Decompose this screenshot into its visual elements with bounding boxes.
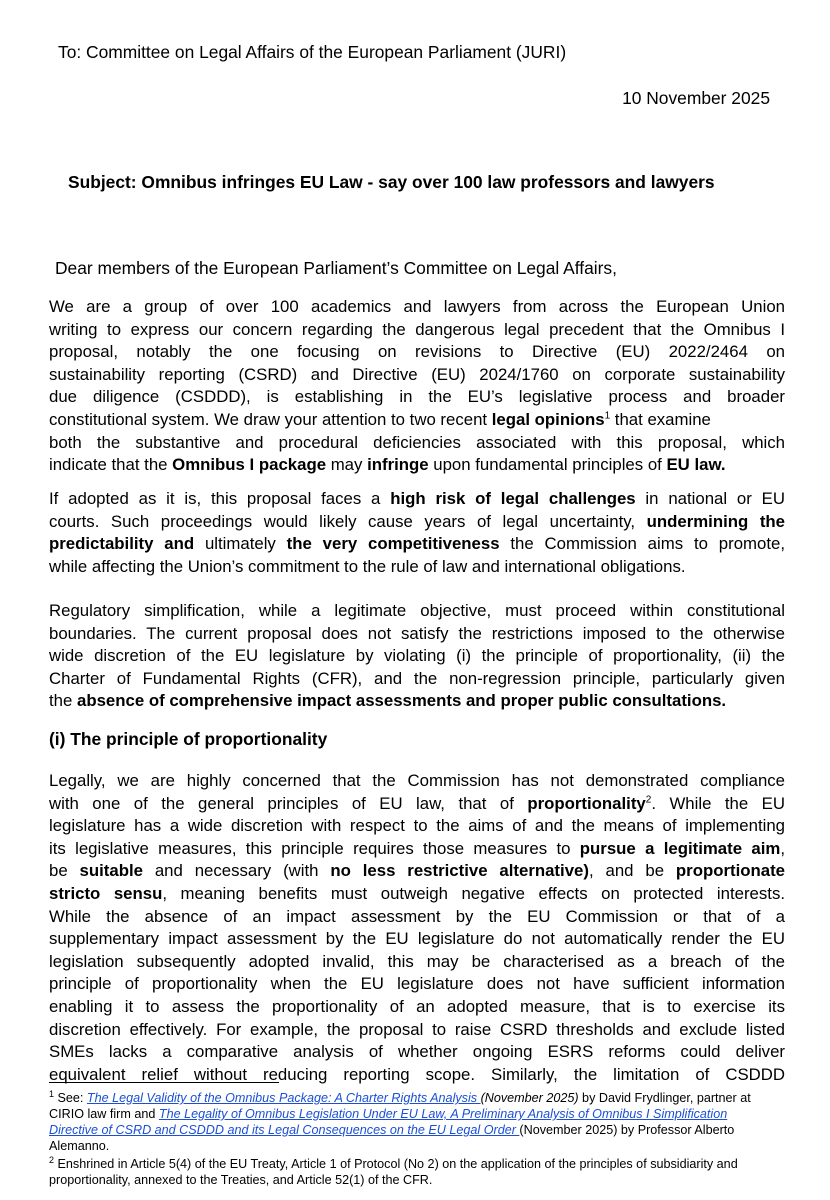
footnote-ref-2[interactable]: 2 bbox=[645, 794, 652, 805]
text-line: indicate that the Omnibus I package may infringe upon fundamental principles of EU law. bbox=[49, 455, 726, 475]
text-line: wide discretion of the EU legislature by violating (i) the principle of proportionality, (ii) the bbox=[49, 646, 785, 666]
footnote-line: proportionality, annexed to the Treaties, and Article 52(1) of the CFR. bbox=[49, 1173, 433, 1187]
text-line: be suitable and necessary (with no less restrictive alternative), and be proportionate bbox=[49, 861, 785, 881]
text-line: If adopted as it is, this proposal faces a high risk of legal challenges in national or EU bbox=[49, 489, 785, 508]
footnote-divider bbox=[49, 1082, 279, 1083]
text-line: Regulatory simplification, while a legitimate objective, must proceed within constitutional bbox=[49, 601, 785, 620]
text-line: legislation subsequently adopted invalid, this may be characterised as a breach of the bbox=[49, 951, 785, 971]
text-line: its legislative measures, this principle requires those measures to pursue a legitimate aim, bbox=[49, 838, 785, 858]
section-heading-proportionality: (i) The principle of proportionality bbox=[49, 729, 328, 749]
text-line: equivalent relief without reducing reporting scope. Similarly, the limitation of CSDDD bbox=[49, 1064, 785, 1084]
footnote-line: CIRIO law firm and The Legality of Omnibus Legislation Under EU Law, A Preliminary Analysis of Omnibus I Simplification bbox=[49, 1107, 728, 1121]
text-line: enabling it to assess the proportionality of an adopted measure, that is to exercise its bbox=[49, 996, 785, 1016]
text-line: While the absence of an impact assessment by the EU Commission or that of a bbox=[49, 906, 785, 926]
footnote-link-legality-analysis[interactable]: The Legality of Omnibus Legislation Under EU Law, A Preliminary Analysis of Omnibus I Simplification bbox=[158, 1107, 728, 1121]
letter-date: 10 November 2025 bbox=[622, 88, 770, 108]
footnote-ref-1[interactable]: 1 bbox=[604, 410, 611, 422]
text-line: with one of the general principles of EU law, that of proportionality$^2$. While the EU bbox=[49, 793, 785, 813]
footnote-link-charter-analysis[interactable]: The Legal Validity of the Omnibus Package: A Charter Rights Analysis bbox=[86, 1091, 481, 1105]
text-line: SMEs lacks a comparative analysis of whether ongoing ESRS reforms could deliver bbox=[49, 1042, 785, 1062]
text-line: boundaries. The current proposal does not satisfy the restrictions imposed to the otherwise bbox=[49, 623, 785, 643]
recipient-line: To: Committee on Legal Affairs of the European Parliament (JURI) bbox=[58, 42, 567, 62]
paragraph-simplification bbox=[49, 600, 785, 713]
text-line: courts. Such proceedings would likely cause years of legal uncertainty, undermining the bbox=[49, 511, 785, 531]
text-line: both the substantive and procedural deficiencies associated with this proposal, which bbox=[49, 432, 785, 452]
subject-line: Subject: Omnibus infringes EU Law - say over 100 law professors and lawyers bbox=[68, 172, 715, 192]
footnote-line: Alemanno. bbox=[49, 1139, 110, 1153]
footnote-link-legality-analysis-cont[interactable]: Directive of CSRD and CSDDD and its Legal Consequences on the EU Legal Order bbox=[49, 1123, 520, 1137]
text-line: the absence of comprehensive impact assessments and proper public consultations. bbox=[49, 691, 727, 711]
text-line: discretion effectively. For example, the proposal to raise CSRD thresholds and exclude listed bbox=[49, 1019, 785, 1039]
salutation: Dear members of the European Parliament’s Committee on Legal Affairs, bbox=[55, 258, 617, 278]
paragraph-introduction bbox=[49, 296, 785, 477]
text-line: supplementary impact assessment by the EU legislature do not automatically render the EU bbox=[49, 929, 785, 949]
text-line: while affecting the Union’s commitment to the rule of law and international obligations. bbox=[49, 556, 686, 576]
footnote-line: $^2$ Enshrined in Article 5(4) of the EU Treaty, Article 1 of Protocol (No 2) on the application of the principles of subsidiarity and bbox=[49, 1154, 738, 1171]
text-line: principle of proportionality when the EU legislature does not have sufficient information bbox=[49, 974, 785, 994]
paragraph-proportionality bbox=[49, 770, 785, 1086]
text-line: due diligence (CSDDD), is establishing in the EU’s legislative process and broader bbox=[49, 387, 785, 407]
text-line: legislature has a wide discretion with respect to the aims of and the means of implementing bbox=[49, 816, 785, 836]
text-line: constitutional system. We draw your attention to two recent legal opinions$^1$ that examine bbox=[49, 409, 711, 429]
text-line: Charter of Fundamental Rights (CFR), and the non-regression principle, particularly given bbox=[49, 668, 785, 688]
text-line: writing to express our concern regarding the dangerous legal precedent that the Omnibus I bbox=[49, 319, 785, 339]
footnote-1 bbox=[49, 1090, 785, 1154]
footnote-2 bbox=[49, 1156, 785, 1188]
text-line: Legally, we are highly concerned that the Commission has not demonstrated compliance bbox=[49, 771, 785, 790]
text-line: proposal, notably the one focusing on revisions to Directive (EU) 2022/2464 on bbox=[49, 342, 785, 362]
text-line: We are a group of over 100 academics and lawyers from across the European Union bbox=[49, 297, 785, 316]
paragraph-legal-risk bbox=[49, 488, 785, 578]
footnote-line: Directive of CSRD and CSDDD and its Legal Consequences on the EU Legal Order (November 2025) by Professor Alberto bbox=[49, 1123, 735, 1137]
footnote-line: $^1$ See: The Legal Validity of the Omnibus Package: A Charter Rights Analysis (November 2025) by David Frydlinger, partner at bbox=[49, 1088, 751, 1105]
text-line: predictability and ultimately the very competitiveness the Commission aims to promote, bbox=[49, 534, 785, 554]
text-line: stricto sensu, meaning benefits must outweigh negative effects on protected interests. bbox=[49, 883, 785, 903]
text-line: sustainability reporting (CSRD) and Directive (EU) 2024/1760 on corporate sustainability bbox=[49, 364, 785, 384]
